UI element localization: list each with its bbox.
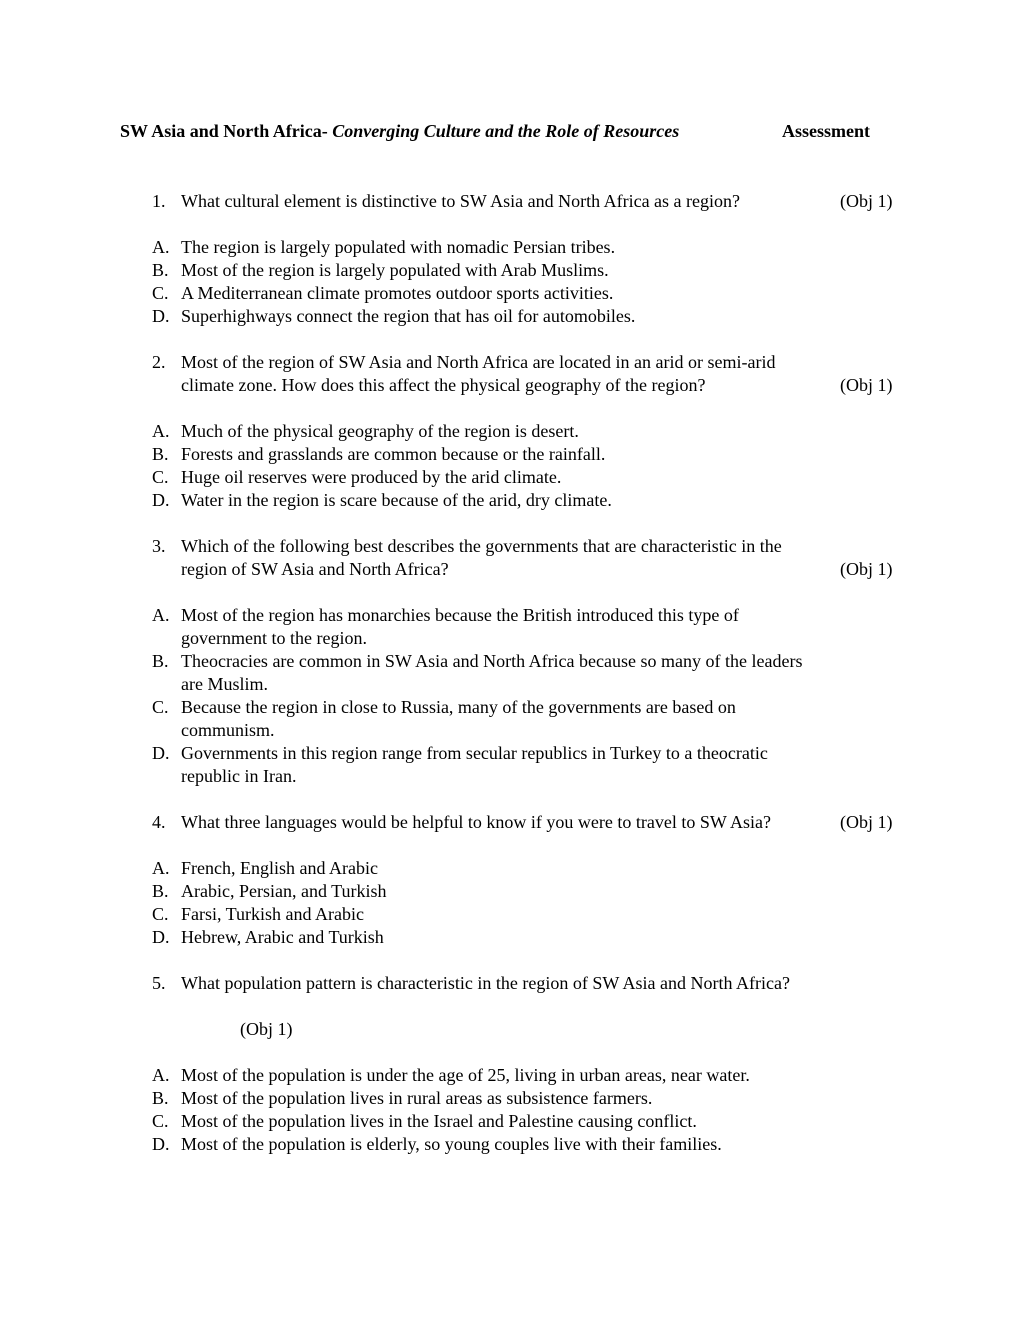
question-line (0, 972, 1020, 995)
objective-label: (Obj 1) (840, 191, 893, 211)
option-letter: B. (152, 881, 169, 901)
question-number: 5. (152, 973, 166, 993)
option-line (0, 1110, 1020, 1133)
question-text: What cultural element is distinctive to SW Asia and North Africa as a region? (181, 191, 741, 211)
option-letter: A. (152, 858, 170, 878)
objective-label: (Obj 1) (240, 1019, 293, 1039)
option-text: Governments in this region range from secular republics in Turkey to a theocratic (181, 743, 768, 763)
answer-options (0, 604, 1020, 788)
option-line (0, 305, 1020, 328)
answer-option-d (0, 926, 1020, 949)
option-text: are Muslim. (181, 674, 268, 694)
option-text: Most of the population lives in the Israel and Palestine causing conflict. (181, 1111, 697, 1131)
option-text: A Mediterranean climate promotes outdoor sports activities. (181, 283, 614, 303)
question-text: What population pattern is characteristic in the region of SW Asia and North Africa? (181, 973, 790, 993)
spacer (0, 788, 1020, 811)
option-line (0, 627, 1020, 650)
option-text: Superhighways connect the region that has oil for automobiles. (181, 306, 636, 326)
answer-options (0, 857, 1020, 949)
question-text: Which of the following best describes the governments that are characteristic in the (181, 536, 782, 556)
spacer (0, 512, 1020, 535)
option-text: Because the region in close to Russia, many of the governments are based on (181, 697, 736, 717)
question-number: 2. (152, 352, 166, 372)
option-line (0, 765, 1020, 788)
question-line (0, 351, 1020, 374)
answer-option-b (0, 259, 1020, 282)
option-text: French, English and Arabic (181, 858, 378, 878)
option-line (0, 719, 1020, 742)
option-text: republic in Iran. (181, 766, 297, 786)
answer-option-c (0, 466, 1020, 489)
option-line (0, 880, 1020, 903)
answer-option-d (0, 742, 1020, 788)
spacer (0, 995, 1020, 1018)
option-line (0, 742, 1020, 765)
option-text: government to the region. (181, 628, 367, 648)
option-text: Farsi, Turkish and Arabic (181, 904, 365, 924)
option-letter: B. (152, 1088, 169, 1108)
answer-option-a (0, 420, 1020, 443)
title-subtitle: Converging Culture and the Role of Resources (332, 121, 680, 141)
question-line (0, 811, 1020, 834)
answer-option-d (0, 305, 1020, 328)
option-line (0, 282, 1020, 305)
option-letter: A. (152, 605, 170, 625)
answer-option-a (0, 1064, 1020, 1087)
question-text: Most of the region of SW Asia and North Africa are located in an arid or semi-arid (181, 352, 776, 372)
answer-option-b (0, 1087, 1020, 1110)
option-text: Water in the region is scare because of the arid, dry climate. (181, 490, 612, 510)
spacer (0, 949, 1020, 972)
question-text: region of SW Asia and North Africa? (181, 559, 449, 579)
answer-option-a (0, 857, 1020, 880)
option-letter: A. (152, 237, 170, 257)
question-text: climate zone. How does this affect the physical geography of the region? (181, 375, 706, 395)
option-line (0, 1087, 1020, 1110)
option-line (0, 604, 1020, 627)
question-number: 3. (152, 536, 166, 556)
option-text: The region is largely populated with nomadic Persian tribes. (181, 237, 616, 257)
option-line (0, 650, 1020, 673)
objective-label: (Obj 1) (840, 375, 893, 395)
option-text: Huge oil reserves were produced by the arid climate. (181, 467, 562, 487)
option-line (0, 926, 1020, 949)
question-list (0, 190, 1020, 1156)
answer-option-c (0, 1110, 1020, 1133)
answer-option-c (0, 696, 1020, 742)
question-line (0, 190, 1020, 213)
objective-line (0, 1018, 1020, 1041)
option-letter: C. (152, 283, 169, 303)
option-text: Arabic, Persian, and Turkish (181, 881, 387, 901)
question-4 (0, 811, 1020, 834)
option-line (0, 1064, 1020, 1087)
answer-option-b (0, 443, 1020, 466)
question-2 (0, 351, 1020, 397)
option-line (0, 696, 1020, 719)
option-letter: C. (152, 904, 169, 924)
option-letter: D. (152, 306, 170, 326)
option-text: Forests and grasslands are common because or the rainfall. (181, 444, 606, 464)
question-line (0, 374, 1020, 397)
answer-option-b (0, 650, 1020, 696)
answer-option-a (0, 604, 1020, 650)
option-line (0, 420, 1020, 443)
answer-option-c (0, 903, 1020, 926)
option-line (0, 236, 1020, 259)
option-line (0, 857, 1020, 880)
spacer (0, 1041, 1020, 1064)
spacer (0, 581, 1020, 604)
option-text: Much of the physical geography of the region is desert. (181, 421, 579, 441)
question-3 (0, 535, 1020, 581)
answer-option-d (0, 1133, 1020, 1156)
option-letter: C. (152, 697, 169, 717)
answer-option-c (0, 282, 1020, 305)
option-letter: C. (152, 1111, 169, 1131)
option-line (0, 443, 1020, 466)
option-letter: B. (152, 444, 169, 464)
option-letter: B. (152, 651, 169, 671)
option-text: Hebrew, Arabic and Turkish (181, 927, 384, 947)
option-letter: C. (152, 467, 169, 487)
option-letter: A. (152, 1065, 170, 1085)
option-text: communism. (181, 720, 275, 740)
spacer (0, 213, 1020, 236)
objective-label: (Obj 1) (840, 812, 893, 832)
question-number: 1. (152, 191, 166, 211)
option-text: Theocracies are common in SW Asia and North Africa because so many of the leaders (181, 651, 803, 671)
option-letter: D. (152, 490, 170, 510)
answer-option-d (0, 489, 1020, 512)
question-1 (0, 190, 1020, 213)
option-text: Most of the region has monarchies because the British introduced this type of (181, 605, 739, 625)
option-letter: B. (152, 260, 169, 280)
option-line (0, 489, 1020, 512)
document-title (120, 121, 870, 142)
title-assessment: Assessment (782, 121, 870, 141)
answer-options (0, 420, 1020, 512)
question-text: What three languages would be helpful to know if you were to travel to SW Asia? (181, 812, 772, 832)
option-text: Most of the population is under the age of 25, living in urban areas, near water. (181, 1065, 750, 1085)
option-line (0, 466, 1020, 489)
option-line (0, 673, 1020, 696)
answer-option-a (0, 236, 1020, 259)
option-text: Most of the population lives in rural areas as subsistence farmers. (181, 1088, 653, 1108)
option-letter: D. (152, 743, 170, 763)
option-text: Most of the region is largely populated with Arab Muslims. (181, 260, 609, 280)
question-5 (0, 972, 1020, 995)
answer-option-b (0, 880, 1020, 903)
answer-options (0, 236, 1020, 328)
option-line (0, 1133, 1020, 1156)
title-main: SW Asia and North Africa- (120, 121, 328, 141)
option-line (0, 259, 1020, 282)
answer-options (0, 1064, 1020, 1156)
spacer (0, 328, 1020, 351)
question-number: 4. (152, 812, 166, 832)
option-letter: A. (152, 421, 170, 441)
option-letter: D. (152, 927, 170, 947)
option-letter: D. (152, 1134, 170, 1154)
spacer (0, 397, 1020, 420)
option-text: Most of the population is elderly, so young couples live with their families. (181, 1134, 722, 1154)
spacer (0, 834, 1020, 857)
question-line (0, 558, 1020, 581)
question-line (0, 535, 1020, 558)
option-line (0, 903, 1020, 926)
objective-label: (Obj 1) (840, 559, 893, 579)
